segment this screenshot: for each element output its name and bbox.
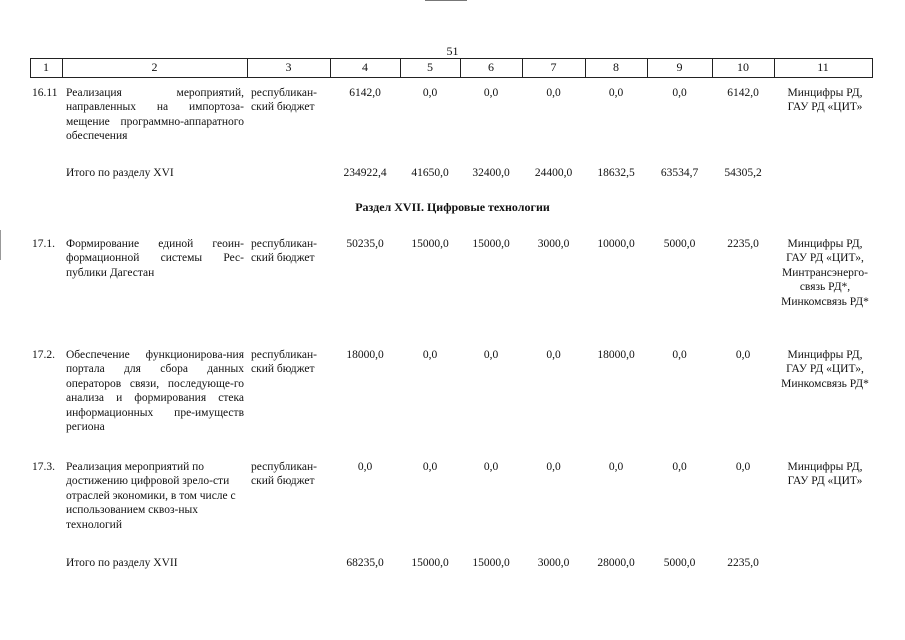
row-value: 0,0	[422, 461, 438, 473]
row-value: 18000,0	[597, 349, 635, 361]
row-value: 0,0	[422, 87, 438, 99]
row-value: 0,0	[672, 349, 687, 361]
total-value: 15000,0	[411, 557, 449, 569]
row-source: республикан-ский бюджет	[251, 238, 317, 265]
total-value: 5000,0	[663, 557, 696, 569]
total-value: 32400,0	[472, 167, 510, 179]
row-executors: Минцифры РД, ГАУ РД «ЦИТ»	[787, 461, 863, 488]
header-top-border	[30, 58, 872, 59]
header-col-9: 9	[676, 60, 683, 74]
header-col-5: 5	[427, 60, 433, 74]
row-source: республикан-ский бюджет	[251, 349, 317, 376]
row-name: Обеспечение функционирова-ния портала для сбора данных операторов связи, последующе-го анализа и формирования стека информационных пре-имуществ региона	[66, 349, 244, 433]
row-number: 17.2.	[32, 349, 55, 361]
row-value: 15000,0	[472, 238, 510, 250]
row-value: 0,0	[546, 461, 561, 473]
total-label: Итого по разделу XVII	[66, 557, 178, 569]
row-value: 0,0	[422, 349, 438, 361]
total-value: 3000,0	[537, 557, 570, 569]
row-value: 18000,0	[346, 349, 384, 361]
row-executors: Минцифры РД, ГАУ РД «ЦИТ», Минкомсвязь РД*	[781, 349, 869, 390]
total-value: 24400,0	[534, 167, 573, 179]
row-value: 10000,0	[597, 238, 635, 250]
total-value: 28000,0	[597, 557, 635, 569]
row-executors: Минцифры РД, ГАУ РД «ЦИТ»	[787, 87, 863, 114]
row-number: 17.1.	[32, 238, 55, 250]
header-col-8: 8	[613, 60, 619, 74]
row-value: 0,0	[483, 349, 499, 361]
row-executors: Минцифры РД, ГАУ РД «ЦИТ», Минтрансэнерго-связь РД*, Минкомсвязь РД*	[781, 238, 869, 308]
row-value: 0,0	[608, 87, 624, 99]
header-col-7: 7	[550, 60, 557, 74]
header-col-10: 10	[737, 60, 749, 74]
row-value: 6142,0	[727, 87, 759, 99]
row-value: 3000,0	[537, 238, 570, 250]
row-value: 0,0	[546, 87, 561, 99]
row-value: 0,0	[672, 87, 687, 99]
row-value: 0,0	[546, 349, 561, 361]
row-value: 0,0	[357, 461, 373, 473]
row-value: 0,0	[483, 461, 499, 473]
total-label: Итого по разделу XVI	[66, 167, 174, 179]
row-value: 0,0	[608, 461, 624, 473]
row-number: 16.11	[32, 87, 58, 99]
total-value: 41650,0	[411, 167, 449, 179]
total-value: 18632,5	[597, 167, 635, 179]
row-value: 2235,0	[727, 238, 759, 250]
header-col-4: 4	[362, 60, 368, 74]
row-name: Формирование единой геоин-формационной системы Рес-публики Дагестан	[66, 238, 244, 279]
page-number: 51	[446, 44, 459, 58]
row-value: 15000,0	[411, 238, 449, 250]
row-source: республикан-ский бюджет	[251, 87, 317, 114]
row-value: 50235,0	[346, 238, 384, 250]
scan-top-mark	[425, 0, 467, 1]
row-number: 17.3.	[32, 461, 55, 473]
total-value: 54305,2	[724, 167, 762, 179]
header-col-11: 11	[817, 60, 829, 74]
row-value: 0,0	[735, 461, 751, 473]
scan-edge-mark	[0, 230, 1, 260]
row-value: 6142,0	[349, 87, 381, 99]
section-title: Раздел XVII. Цифровые технологии	[355, 200, 550, 214]
col-divider	[872, 58, 873, 78]
row-value: 5000,0	[663, 238, 696, 250]
total-value: 234922,4	[343, 167, 387, 179]
total-value: 68235,0	[346, 557, 384, 569]
row-name: Реализация мероприятий по достижению цифровой зрело-сти отраслей экономики, в том числе с использованием сквоз-ных технологий	[66, 461, 236, 531]
row-source: республикан-ский бюджет	[251, 461, 317, 488]
total-value: 2235,0	[727, 557, 759, 569]
total-value: 15000,0	[472, 557, 510, 569]
row-value: 0,0	[735, 349, 751, 361]
header-col-6: 6	[488, 60, 494, 74]
header-col-1: 1	[43, 60, 49, 74]
row-value: 0,0	[483, 87, 499, 99]
total-value: 63534,7	[660, 167, 699, 179]
row-name: Реализация мероприятий, направленных на импортоза-мещение программно-аппаратного обеспечения	[66, 87, 244, 143]
header-col-2: 2	[151, 60, 158, 74]
header-bottom-border	[30, 77, 872, 78]
row-value: 0,0	[672, 461, 687, 473]
header-col-3: 3	[285, 60, 292, 74]
